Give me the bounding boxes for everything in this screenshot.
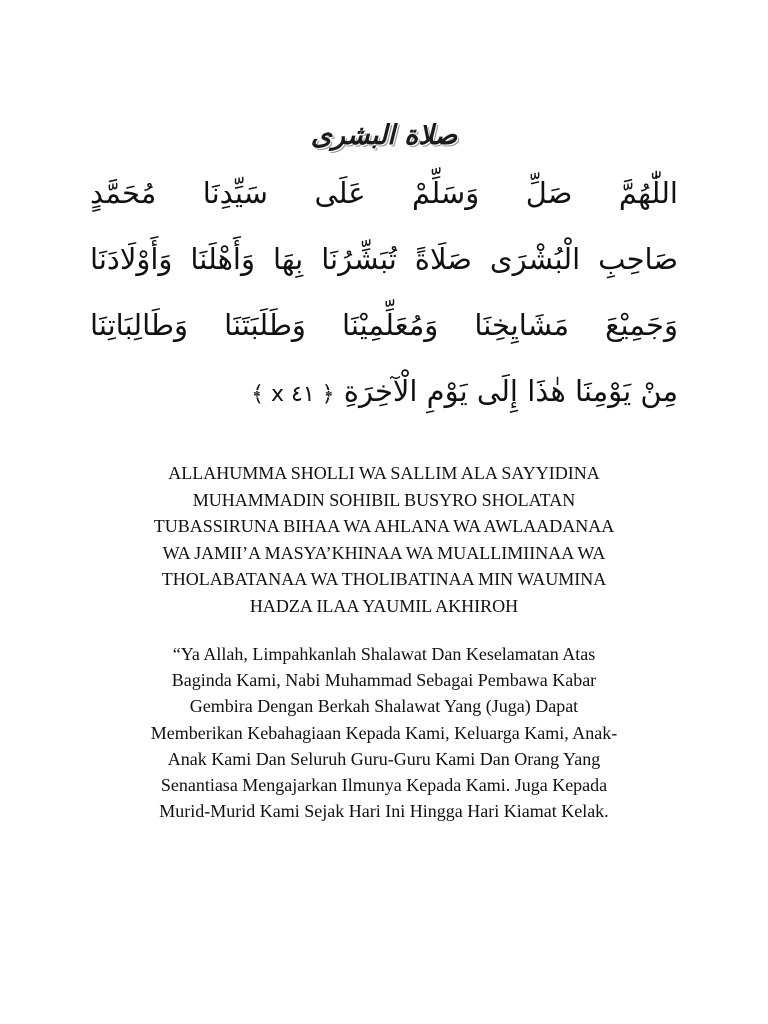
transliteration-line: THOLABATANAA WA THOLIBATINAA MIN WAUMINA	[161, 569, 607, 589]
translation-line: Baginda Kami, Nabi Muhammad Sebagai Pembawa Kabar	[171, 670, 597, 691]
arabic-line-3: وَجَمِيْعَ مَشَايِخِنَا وَمُعَلِّمِيْنَا وَطَلَبَتَنَا وَطَالِبَاتِنَا	[90, 308, 678, 342]
translation-paragraph	[96, 641, 672, 824]
arabic-prayer-block	[90, 112, 678, 428]
transliteration-line: ALLAHUMMA SHOLLI WA SALLIM ALA SAYYIDINA	[168, 463, 600, 483]
transliteration-line: MUHAMMADIN SOHIBIL BUSYRO SHOLATAN	[192, 489, 576, 510]
arabic-line-2: صَاحِبِ الْبُشْرَى صَلَاةً تُبَشِّرُنَا بِهَا وَأَهْلَنَا وَأَوْلَادَنَا	[90, 242, 678, 276]
arabic-line-4	[90, 358, 678, 428]
translation-line: Memberikan Kebahagiaan Kepada Kami, Keluarga Kami, Anak-	[150, 722, 618, 743]
translation-line: Senantiasa Mengajarkan Ilmunya Kepada Kami. Juga Kepada	[160, 775, 608, 796]
translation-line: Murid-Murid Kami Sejak Hari Ini Hingga Hari Kiamat Kelak.	[159, 801, 609, 822]
transliteration-line: HADZA ILAA YAUMIL AKHIROH	[249, 595, 519, 616]
transliteration-paragraph	[96, 460, 672, 619]
arabic-title: صلاة البشرى	[310, 120, 458, 151]
repeat-count-marker: ﴿ ٤١ x ﴾	[251, 382, 335, 407]
arabic-line-1: اللّٰهُمَّ صَلِّ وَسَلِّمْ عَلَى سَيِّدِنَا مُحَمَّدٍ	[90, 176, 678, 210]
translation-line: Anak Kami Dan Seluruh Guru-Guru Kami Dan Orang Yang	[167, 748, 601, 769]
translation-line: Gembira Dengan Berkah Shalawat Yang (Juga) Dapat	[189, 696, 579, 717]
translation-line: “Ya Allah, Limpahkanlah Shalawat Dan Keselamatan Atas	[172, 644, 596, 664]
arabic-line-4-text: مِنْ يَوْمِنَا هٰذَا إِلَى يَوْمِ الْآخِرَةِ	[343, 374, 678, 408]
transliteration-line: WA JAMII’A MASYA’KHINAA WA MUALLIMIINAA WA	[162, 542, 606, 563]
transliteration-line: TUBASSIRUNA BIHAA WA AHLANA WA AWLAADANAA	[153, 516, 615, 536]
